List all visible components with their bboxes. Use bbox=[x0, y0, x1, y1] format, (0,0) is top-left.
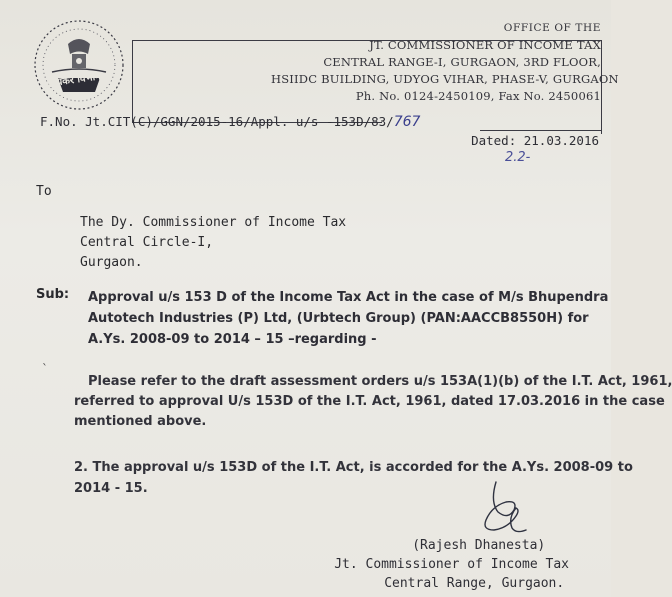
letter-date: Dated: 21.03.2016 bbox=[471, 133, 599, 148]
subject-line-2: Autotech Industries (P) Ltd, (Urbtech Group) (PAN:AACCB8550H) for bbox=[88, 311, 589, 326]
header-frame-left bbox=[132, 40, 133, 122]
signatory-designation: Jt. Commissioner of Income Tax bbox=[334, 557, 569, 572]
subject-line-1: Approval u/s 153 D of the Income Tax Act in the case of M/s Bhupendra bbox=[88, 290, 609, 305]
paragraph-2-line-2: 2014 - 15. bbox=[74, 481, 148, 496]
subject-line-3: A.Ys. 2008-09 to 2014 – 15 –regarding - bbox=[88, 332, 377, 347]
paragraph-2-line-1: 2. The approval u/s 153D of the I.T. Act, is accorded for the A.Ys. 2008-09 to bbox=[74, 460, 633, 475]
recipient-line-2: Central Circle-I, bbox=[80, 235, 214, 250]
subject-label: Sub: bbox=[36, 287, 70, 302]
office-address-block bbox=[271, 20, 619, 105]
office-title: OFFICE OF THE bbox=[503, 22, 601, 34]
paragraph-1 bbox=[74, 372, 672, 432]
office-phone: Ph. No. 0124-2450109, Fax No. 2450061 bbox=[355, 89, 601, 103]
emblem-text: आयकर विभाग bbox=[45, 71, 102, 90]
recipient-address bbox=[80, 213, 346, 273]
file-number-handwritten: 767 bbox=[393, 114, 421, 130]
office-building: HSIIDC BUILDING, UDYOG VIHAR, PHASE-V, GURGAON bbox=[271, 72, 619, 86]
to-label: To bbox=[36, 184, 52, 199]
file-number-printed: F.No. Jt.CIT(C)/GGN/2015-16/Appl. u/s -153D/83/ bbox=[40, 114, 394, 129]
paragraph-1-line-3: mentioned above. bbox=[74, 414, 207, 429]
header-frame-bottom-right bbox=[480, 130, 601, 131]
handwritten-mark: 2.2- bbox=[505, 150, 531, 165]
signatory-place: Central Range, Gurgaon. bbox=[384, 576, 565, 591]
signatory-name: (Rajesh Dhanesta) bbox=[412, 538, 546, 553]
signatory-block bbox=[334, 536, 569, 593]
file-number bbox=[40, 114, 420, 130]
recipient-line-1: The Dy. Commissioner of Income Tax bbox=[80, 215, 347, 230]
header-frame-right bbox=[601, 40, 602, 134]
paragraph-1-line-2: referred to approval U/s 153D of the I.T. Act, 1961, dated 17.03.2016 in the case bbox=[74, 394, 665, 409]
lion-capital-emblem-icon bbox=[28, 14, 130, 116]
stray-mark: ` bbox=[42, 362, 48, 376]
office-designation: JT. COMMISSIONER OF INCOME TAX bbox=[369, 38, 601, 52]
office-range: CENTRAL RANGE-I, GURGAON, 3RD FLOOR, bbox=[323, 55, 601, 69]
paragraph-1-line-1: Please refer to the draft assessment orders u/s 153A(1)(b) of the I.T. Act, 1961, bbox=[88, 374, 672, 389]
subject-text bbox=[88, 287, 609, 350]
recipient-line-3: Gurgaon. bbox=[80, 255, 143, 270]
handwritten-signature bbox=[466, 478, 536, 542]
